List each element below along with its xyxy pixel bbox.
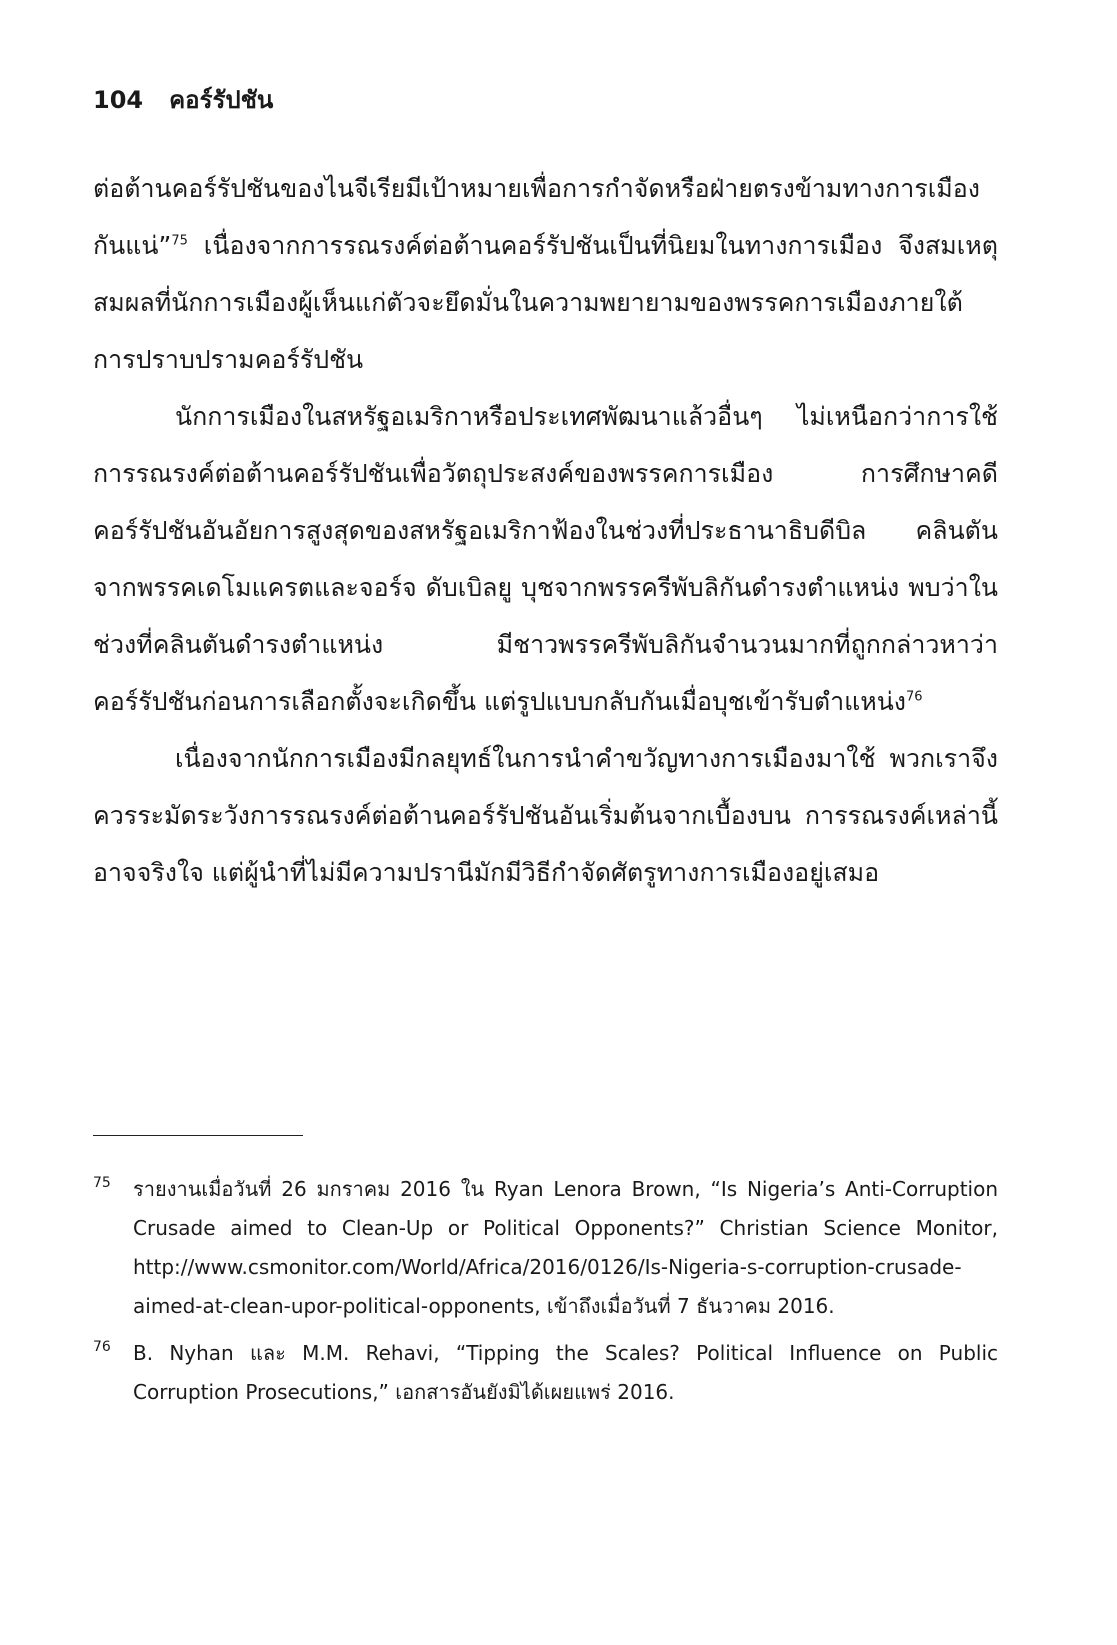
running-title: คอร์รัปชัน [169, 86, 274, 114]
paragraph-3 [93, 730, 998, 901]
footnote-75 [93, 1170, 998, 1326]
page-number: 104 [93, 86, 144, 114]
footnote-number: 76 [93, 1339, 111, 1355]
footnote-ref-76[interactable]: 76 [906, 689, 923, 705]
body-text [93, 160, 998, 901]
paragraph-3-text: เนื่องจากนักการเมืองมีกลยุทธ์ในการนำคำขวัญทางการเมืองมาใช้ พวกเราจึงควรระมัดระวังการรณรงค์ต่อต้านคอร์รัปชันอันเริ่มต้นจากเบื้องบน การรณรงค์เหล่านี้อาจจริงใจ แต่ผู้นำที่ไม่มีความปรานีมักมีวิธีกำจัดศัตรูทางการเมืองอยู่เสมอ [93, 744, 998, 887]
paragraph-1-text-b: เนื่องจากการรณรงค์ต่อต้านคอร์รัปชันเป็นที่นิยมในทางการเมือง จึงสมเหตุสมผลที่นักการเมืองผู้เห็นแก่ตัวจะยึดมั่นในความพยายามของพรรคการเมืองภายใต้การปราบปรามคอร์รัปชัน [93, 231, 998, 374]
running-header [93, 80, 273, 119]
paragraph-2 [93, 388, 998, 730]
footnote-ref-75[interactable]: 75 [171, 233, 188, 249]
paragraph-1 [93, 160, 998, 388]
footnote-number: 75 [93, 1175, 111, 1191]
footnote-text: B. Nyhan และ M.M. Rehavi, “Tipping the Scales? Political Influence on Public Corruption Prosecutions,” เอกสารอันยังมิได้เผยแพร่ 2016. [133, 1341, 998, 1404]
footnote-divider [93, 1135, 303, 1136]
footnote-76 [93, 1334, 998, 1412]
footnotes [93, 1170, 998, 1420]
paragraph-2-text: นักการเมืองในสหรัฐอเมริกาหรือประเทศพัฒนาแล้วอื่นๆ ไม่เหนือกว่าการใช้การรณรงค์ต่อต้านคอร์รัปชันเพื่อวัตถุประสงค์ของพรรคการเมือง การศึกษาคดีคอร์รัปชันอันอัยการสูงสุดของสหรัฐอเมริกาฟ้องในช่วงที่ประธานาธิบดีบิล คลินตันจากพรรคเดโมแครตและจอร์จ ดับเบิลยู บุชจากพรรครีพับลิกันดำรงตำแหน่ง พบว่าในช่วงที่คลินตันดำรงตำแหน่ง มีชาวพรรครีพับลิกันจำนวนมากที่ถูกกล่าวหาว่าคอร์รัปชันก่อนการเลือกตั้งจะเกิดขึ้น แต่รูปแบบกลับกันเมื่อบุชเข้ารับตำแหน่ง [93, 402, 998, 716]
paragraph-1-text-a: ต่อต้านคอร์รัปชันของไนจีเรียมีเป้าหมายเพื่อการกำจัดหรือฝ่ายตรงข้ามทางการเมืองกันแน่” [93, 174, 980, 260]
footnote-text: รายงานเมื่อวันที่ 26 มกราคม 2016 ใน Ryan Lenora Brown, “Is Nigeria’s Anti-Corruption Crusade aimed to Clean-Up or Political Opponents?” Christian Science Monitor, http://www.csmonitor.com/World/Africa/2016/0126/Is-Nigeria-s-corruption-crusade-aimed-at-clean-upor-political-opponents, เข้าถึงเมื่อวันที่ 7 ธันวาคม 2016. [133, 1177, 998, 1318]
